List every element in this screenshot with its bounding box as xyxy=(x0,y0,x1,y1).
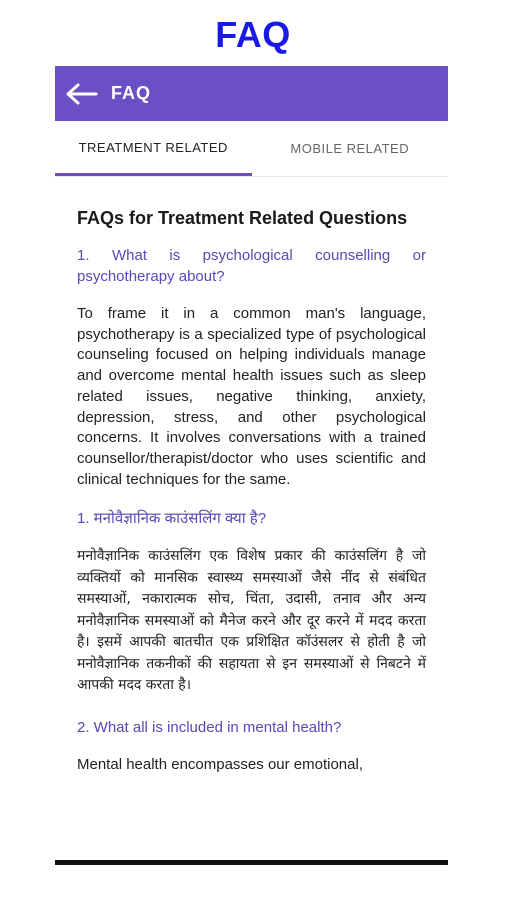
app-bar xyxy=(55,66,448,121)
faq-question-hindi: 1. मनोवैज्ञानिक काउंसलिंग क्या है? xyxy=(77,510,267,528)
faq-answer: To frame it in a common man's language, psychotherapy is a specialized type of psychological counseling focused on helping individuals manage and overcome mental health issues such as sleep related issues, negative thinking, anxiety, depression, stress, and other psychological concerns. It involves conversations with a trained counsellor/therapist/doctor who uses scientific and clinical techniques for the same. xyxy=(77,305,426,488)
faq-content[interactable] xyxy=(55,208,448,776)
tab-treatment-related[interactable]: TREATMENT RELATED xyxy=(55,121,252,176)
bottom-edge xyxy=(55,860,448,865)
faq-question: 1. What is psychological counselling or psychotherapy about? xyxy=(77,247,426,285)
appbar-title: FAQ xyxy=(111,83,152,103)
faq-question: 2. What all is included in mental health? xyxy=(77,718,342,736)
section-heading: FAQs for Treatment Related Questions xyxy=(77,208,408,228)
tab-bar xyxy=(55,121,448,177)
faq-answer: Mental health encompasses our emotional, xyxy=(77,755,363,773)
page-title: FAQ xyxy=(215,14,291,55)
arrow-left-icon xyxy=(64,82,98,106)
phone-screen xyxy=(55,66,448,866)
back-button[interactable] xyxy=(59,66,103,121)
tab-mobile-related[interactable]: MOBILE RELATED xyxy=(290,141,410,156)
faq-answer-hindi: मनोवैज्ञानिक काउंसलिंग एक विशेष प्रकार की काउंसलिंग है जो व्यक्तियों को मानसिक स्वास्थ्य समस्याओं जैसे नींद से संबंधित समस्याओं, नकारात्मक सोच, चिंता, उदासी, तनाव और अन्य मनोवैज्ञानिक समस्याओं को मैनेज करने और दूर करने में मदद करता है। इसमें आपकी बातचीत एक प्रशिक्षित कॉउंसलर से होती है जो मनोवैज्ञानिक तकनीकों की सहायता से इन समस्याओं से निबटने में आपकी मदद करता है। xyxy=(77,548,426,694)
